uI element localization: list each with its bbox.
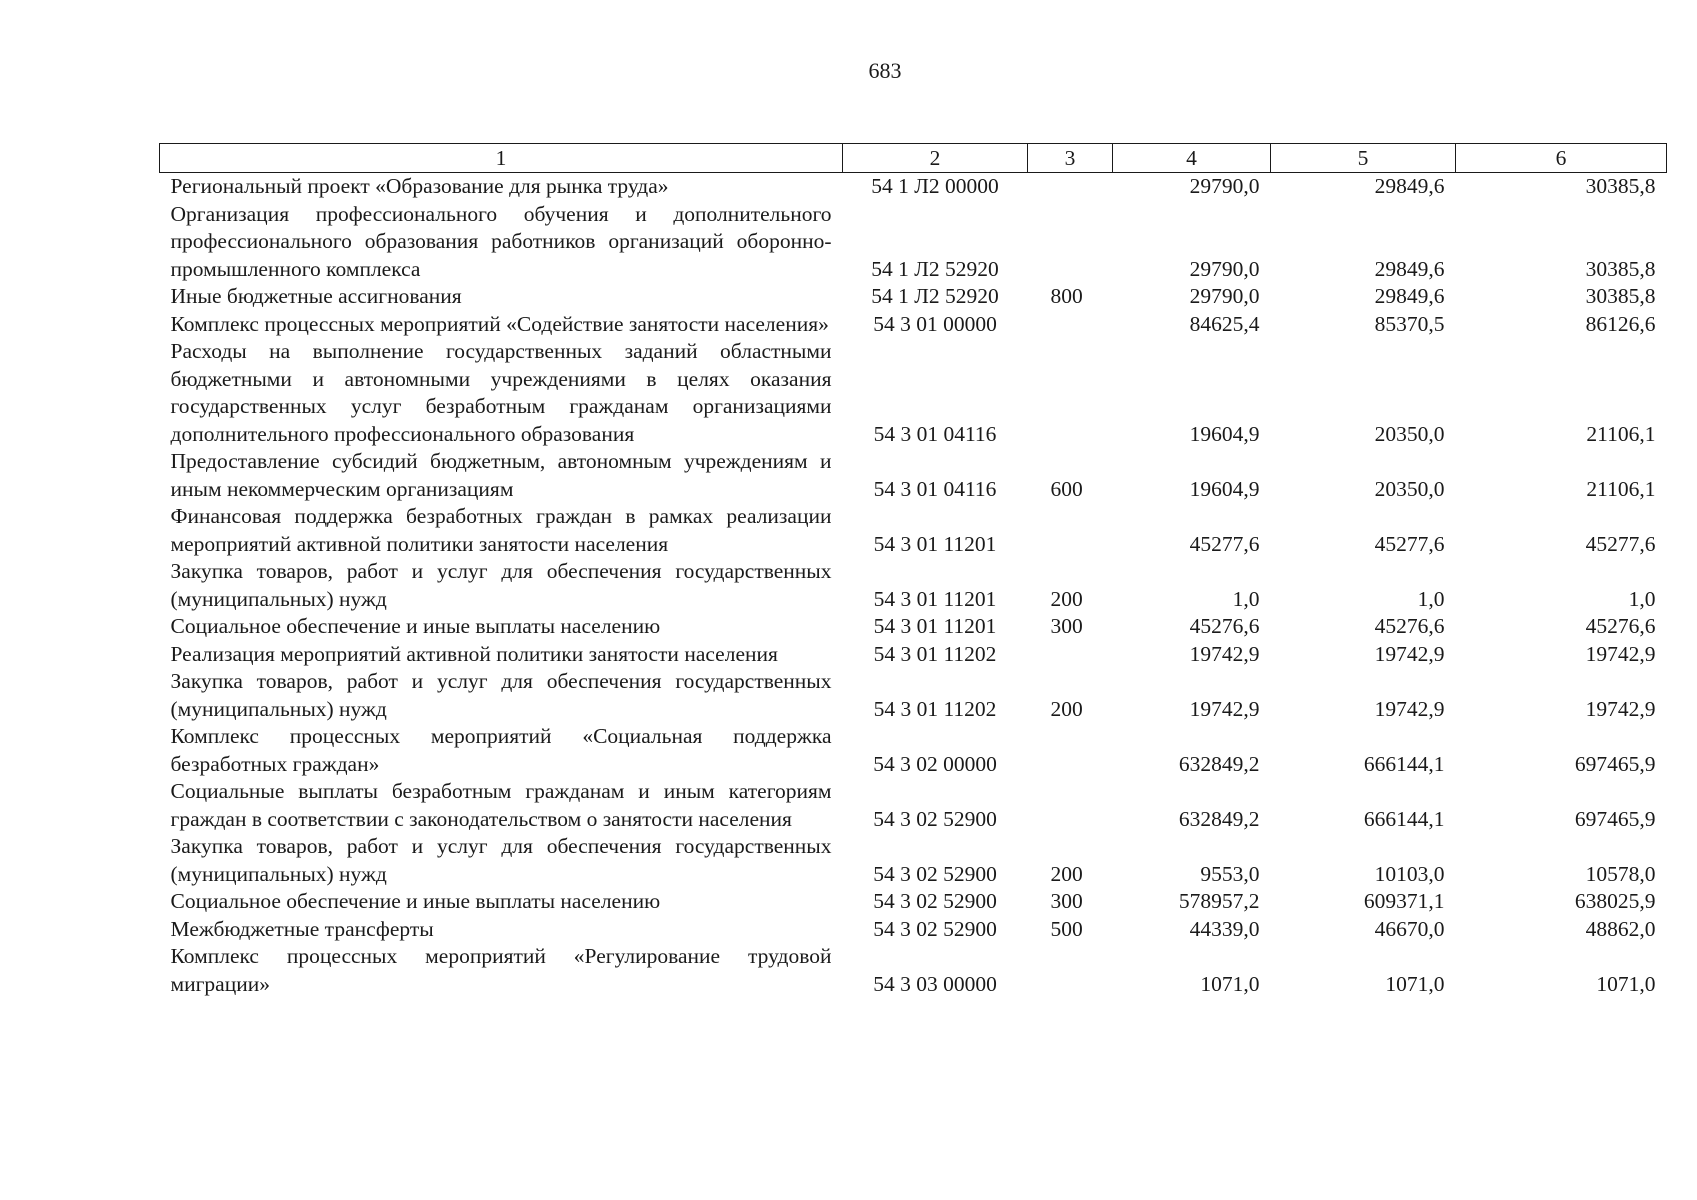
row-code: 54 3 02 52900 [873,861,997,886]
row-name: Финансовая поддержка безработных граждан в рамках реализации мероприятий активной политики занятости населения [170,504,832,556]
row-expense-type: 600 [1050,476,1083,501]
row-expense-type [1028,943,1113,998]
row-value-col5: 29849,6 [1374,284,1445,308]
row-expense-type: 200 [1050,861,1083,886]
row-value-col5: 1,0 [1417,586,1445,611]
row-value-col6: 1,0 [1628,586,1656,611]
table-row [160,448,1667,503]
row-name: Комплекс процессных мероприятий «Регулирование трудовой миграции» [170,944,832,996]
row-value-col4: 578957,2 [1178,889,1260,913]
row-name: Закупка товаров, работ и услуг для обеспечения государственных (муниципальных) нужд [170,834,832,886]
row-value-col6: 86126,6 [1585,311,1656,336]
row-value-col4: 19742,9 [1189,696,1260,721]
row-expense-type [1028,723,1113,778]
row-code: 54 3 01 00000 [873,311,997,336]
table-body [160,173,1667,999]
row-value-col6: 19742,9 [1585,641,1656,666]
row-expense-type: 800 [1050,284,1083,308]
row-value-col6: 30385,8 [1585,174,1656,198]
table-row [160,916,1667,944]
table-row [160,311,1667,339]
row-value-col6: 638025,9 [1574,889,1656,913]
table-row [160,888,1667,916]
table-row [160,943,1667,998]
table-row [160,201,1667,284]
row-value-col4: 29790,0 [1189,256,1260,281]
row-value-col5: 29849,6 [1374,256,1445,281]
row-code: 54 3 01 11202 [873,641,997,666]
row-code: 54 3 01 04116 [873,421,997,446]
header-cell-6: 6 [1456,144,1667,173]
row-value-col5: 19742,9 [1374,641,1445,666]
row-name: Комплекс процессных мероприятий «Социальная поддержка безработных граждан» [170,724,832,776]
row-code: 54 3 03 00000 [873,971,997,996]
row-expense-type: 500 [1050,916,1083,941]
row-expense-type: 300 [1050,614,1083,638]
row-value-col5: 45276,6 [1374,614,1445,638]
row-value-col6: 45276,6 [1585,614,1656,638]
row-value-col5: 45277,6 [1374,531,1445,556]
row-expense-type [1028,641,1113,669]
row-value-col6: 19742,9 [1585,696,1656,721]
row-value-col5: 85370,5 [1374,311,1445,336]
row-code: 54 1 Л2 52920 [871,256,999,281]
table-row [160,173,1667,201]
row-value-col4: 19604,9 [1189,421,1260,446]
row-value-col5: 609371,1 [1363,889,1445,913]
row-code: 54 3 02 00000 [873,751,997,776]
table-row [160,668,1667,723]
row-value-col5: 1071,0 [1385,971,1445,996]
row-value-col6: 697465,9 [1574,806,1656,831]
budget-table [159,143,1667,998]
row-code: 54 3 02 52900 [873,806,997,831]
table-row [160,613,1667,641]
row-name: Социальные выплаты безработным гражданам и иным категориям граждан в соответствии с законодательством о занятости населения [170,779,832,831]
row-value-col6: 21106,1 [1586,476,1656,501]
table-row [160,778,1667,833]
row-value-col6: 48862,0 [1585,916,1656,941]
header-cell-2: 2 [843,144,1028,173]
header-cell-4: 4 [1113,144,1271,173]
row-value-col6: 30385,8 [1585,284,1656,308]
row-value-col5: 10103,0 [1374,861,1445,886]
row-name: Социальное обеспечение и иные выплаты населению [170,889,661,913]
row-name: Предоставление субсидий бюджетным, автономным учреждениям и иным некоммерческим организациям [170,449,832,501]
row-value-col6: 1071,0 [1596,971,1656,996]
row-expense-type: 200 [1050,586,1083,611]
header-cell-5: 5 [1271,144,1456,173]
row-value-col5: 19742,9 [1374,696,1445,721]
table-row [160,503,1667,558]
row-value-col5: 29849,6 [1374,174,1445,198]
page-number: 683 [868,58,902,83]
row-code: 54 3 01 11201 [873,531,997,556]
row-value-col6: 21106,1 [1586,421,1656,446]
row-value-col4: 45277,6 [1189,531,1260,556]
row-expense-type [1028,201,1113,284]
row-expense-type [1028,778,1113,833]
row-name: Социальное обеспечение и иные выплаты населению [170,614,661,638]
row-value-col4: 44339,0 [1189,916,1260,941]
row-code: 54 3 01 11201 [873,586,997,611]
row-value-col5: 666144,1 [1363,751,1445,776]
row-code: 54 3 02 52900 [873,889,997,913]
row-value-col4: 19604,9 [1189,476,1260,501]
row-code: 54 3 02 52900 [873,916,997,941]
row-value-col4: 632849,2 [1178,806,1260,831]
table-row [160,338,1667,448]
row-name: Региональный проект «Образование для рынка труда» [170,174,669,198]
row-name: Закупка товаров, работ и услуг для обеспечения государственных (муниципальных) нужд [170,669,832,721]
table-row [160,558,1667,613]
row-expense-type [1028,338,1113,448]
row-value-col4: 632849,2 [1178,751,1260,776]
row-name: Закупка товаров, работ и услуг для обеспечения государственных (муниципальных) нужд [170,559,832,611]
row-value-col4: 29790,0 [1189,174,1260,198]
row-code: 54 1 Л2 00000 [871,174,999,198]
header-cell-3: 3 [1028,144,1113,173]
row-value-col4: 84625,4 [1189,311,1260,336]
row-name: Межбюджетные трансферты [170,916,434,941]
table-row [160,723,1667,778]
row-value-col4: 45276,6 [1189,614,1260,638]
row-expense-type [1028,173,1113,201]
row-value-col4: 29790,0 [1189,284,1260,308]
row-name: Иные бюджетные ассигнования [170,284,462,308]
header-cell-1: 1 [160,144,843,173]
table-row [160,833,1667,888]
row-value-col4: 19742,9 [1189,641,1260,666]
table-header [160,144,1667,173]
row-expense-type [1028,503,1113,558]
row-value-col6: 30385,8 [1585,256,1656,281]
row-expense-type: 200 [1050,696,1083,721]
row-code: 54 3 01 11202 [873,696,997,721]
row-value-col6: 697465,9 [1574,751,1656,776]
table-row [160,641,1667,669]
row-value-col4: 9553,0 [1200,861,1260,886]
row-name: Реализация мероприятий активной политики занятости населения [170,641,778,666]
row-expense-type [1028,311,1113,339]
row-code: 54 1 Л2 52920 [871,284,999,308]
row-name: Комплекс процессных мероприятий «Содействие занятости населения» [170,311,829,336]
row-value-col6: 45277,6 [1585,531,1656,556]
row-name: Расходы на выполнение государственных заданий областными бюджетными и автономными учреждениями в целях оказания государственных услуг безработным гражданам организациями дополнительного профессионального образования [170,339,832,446]
table-row [160,283,1667,311]
row-value-col5: 20350,0 [1374,476,1445,501]
row-value-col4: 1,0 [1232,586,1260,611]
row-code: 54 3 01 04116 [873,476,997,501]
row-value-col6: 10578,0 [1585,861,1656,886]
row-code: 54 3 01 11201 [873,614,997,638]
row-value-col5: 20350,0 [1374,421,1445,446]
header-row [160,144,1667,173]
row-expense-type: 300 [1050,889,1083,913]
row-value-col5: 666144,1 [1363,806,1445,831]
row-value-col4: 1071,0 [1200,971,1260,996]
row-value-col5: 46670,0 [1374,916,1445,941]
row-name: Организация профессионального обучения и дополнительного профессионального образования работников организаций оборонно-промышленного комплекса [170,201,832,281]
